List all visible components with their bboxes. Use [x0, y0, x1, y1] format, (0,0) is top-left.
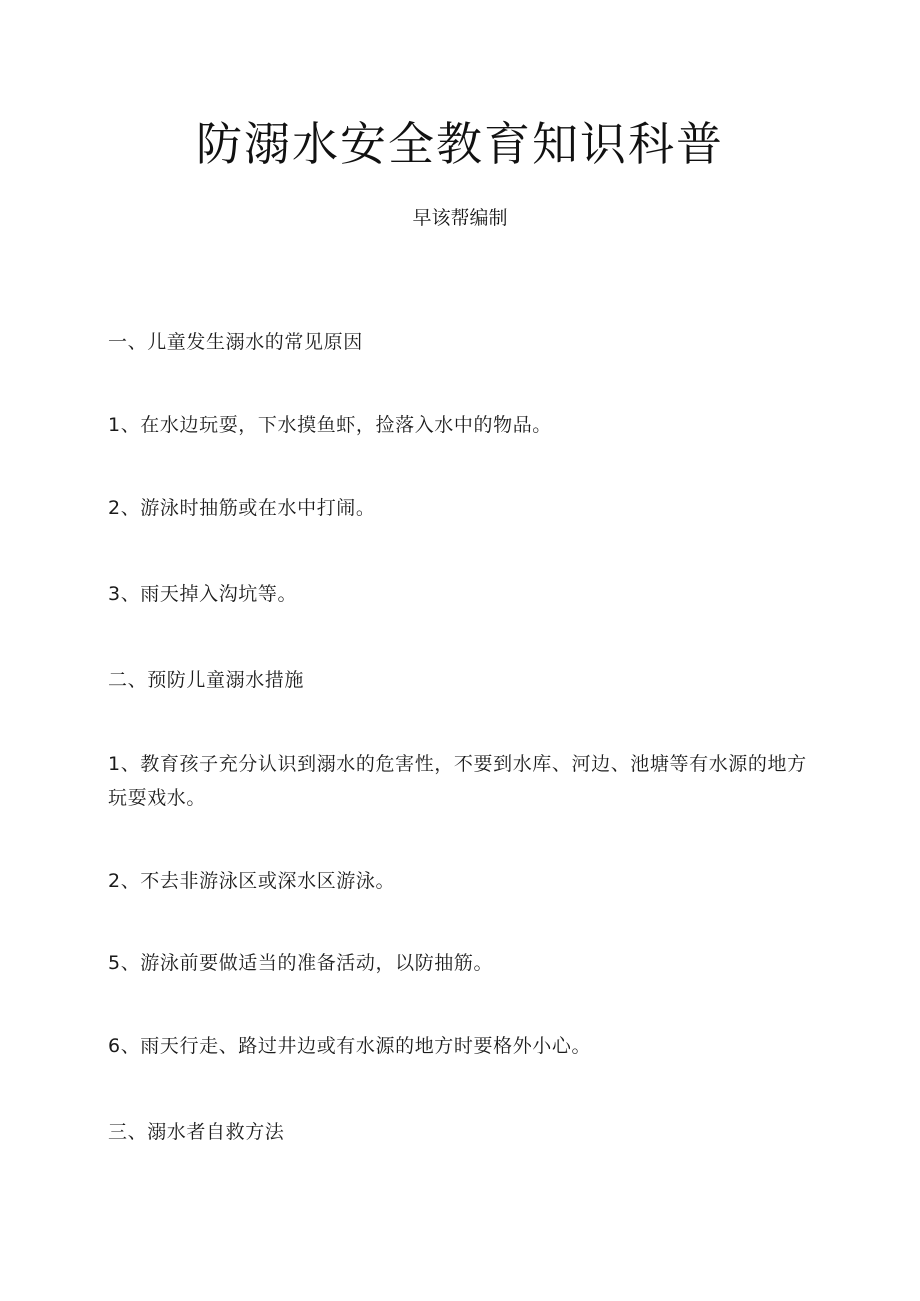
list-item: 1、在水边玩耍，下水摸鱼虾，捡落入水中的物品。: [108, 414, 552, 436]
section-heading-prevention: 二、预防儿童溺水措施: [108, 669, 305, 691]
list-item: 1、教育孩子充分认识到溺水的危害性，不要到水库、河边、池塘等有水源的地方玩耍戏水。: [108, 753, 807, 809]
document-author: 早该帮编制: [412, 207, 508, 229]
list-item: 2、游泳时抽筋或在水中打闹。: [108, 497, 376, 519]
list-item: 3、雨天掉入沟坑等。: [108, 583, 298, 605]
list-item: 2、不去非游泳区或深水区游泳。: [108, 870, 396, 892]
list-item: 6、雨天行走、路过井边或有水源的地方时要格外小心。: [108, 1035, 592, 1057]
list-item: 5、游泳前要做适当的准备活动，以防抽筋。: [108, 952, 494, 974]
document-title: 防溺水安全教育知识科普: [196, 117, 724, 171]
section-heading-causes: 一、儿童发生溺水的常见原因: [108, 331, 363, 353]
section-heading-self-rescue: 三、溺水者自救方法: [108, 1121, 285, 1143]
